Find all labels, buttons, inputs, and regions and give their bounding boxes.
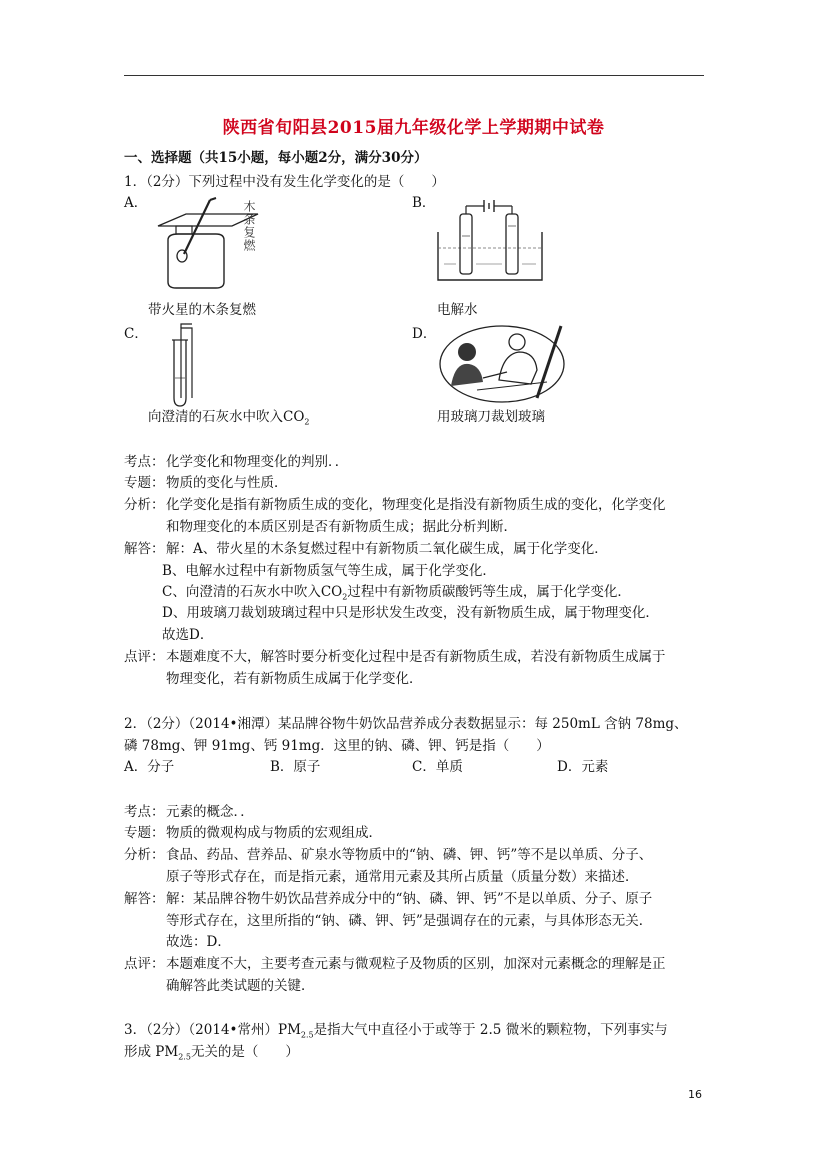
q1-fenxi-line2: 和物理变化的本质区别是否有新物质生成；据此分析判断． bbox=[166, 519, 517, 535]
q1-option-d: D． bbox=[412, 326, 437, 342]
q2-kaodian: 考点： 元素的概念．． bbox=[124, 804, 254, 820]
q2-option-b: B．原子 bbox=[270, 759, 321, 775]
page-number: 16 bbox=[688, 1088, 702, 1101]
q2-option-d: D．元素 bbox=[557, 759, 609, 775]
q2-jieda-line3: 故选：D． bbox=[166, 934, 231, 950]
q3-stem-line2: 形成 $PM_{2.5}$无关的是（ ） bbox=[124, 1044, 299, 1062]
q1-jieda-line4: D、用玻璃刀裁划玻璃过程中只是形状发生改变，没有新物质生成，属于物理变化． bbox=[162, 605, 659, 621]
q1-caption-c: 向澄清的石灰水中吹入$CO_2$ bbox=[148, 409, 310, 427]
q1-caption-d: 用玻璃刀裁划玻璃 bbox=[437, 409, 545, 425]
q1-jieda: 解答： 解：A、带火星的木条复燃过程中有新物质二氧化碳生成，属于化学变化． bbox=[124, 541, 608, 557]
q1-option-b: B． bbox=[412, 195, 436, 211]
q1-stem: 1．（2分）下列过程中没有发生化学变化的是（ ） bbox=[124, 174, 445, 190]
q1-option-a: A． bbox=[124, 195, 148, 211]
q1-kaodian: 考点： 化学变化和物理变化的判别．． bbox=[124, 454, 349, 470]
q1-fenxi: 分析： 化学变化是指有新物质生成的变化，物理变化是指没有新物质生成的变化，化学变化 bbox=[124, 497, 666, 513]
q2-stem-line1: 2．（2分）（2014•湘潭）某品牌谷物牛奶饮品营养成分表数据显示：每 250mL 含钠 78mg、 bbox=[124, 716, 688, 732]
q2-fenxi: 分析： 食品、药品、营养品、矿泉水等物质中的“钠、磷、钾、钙”等不是以单质、分子、 bbox=[124, 847, 653, 863]
q2-stem-line2: 磷 78mg、钾 91mg、钙 91mg．这里的钠、磷、钾、钙是指（ ） bbox=[124, 738, 550, 754]
q2-dianping: 点评： 本题难度不大，主要考查元素与微观粒子及物质的区别，加深对元素概念的理解是正 bbox=[124, 956, 666, 972]
q1-caption-b: 电解水 bbox=[437, 302, 478, 318]
q1-dianping: 点评： 本题难度不大，解答时要分析变化过程中是否有新物质生成，若没有新物质生成属于 bbox=[124, 649, 666, 665]
header-rule bbox=[124, 75, 704, 76]
figure-glass-cutting bbox=[437, 320, 567, 406]
q2-jieda-line2: 等形式存在，这里所指的“钠、磷、钾、钙”是强调存在的元素，与具体形态无关． bbox=[166, 913, 653, 929]
q2-zhuanti: 专题： 物质的微观构成与物质的宏观组成． bbox=[124, 825, 382, 841]
q2-dianping-line2: 确解答此类试题的关键． bbox=[166, 978, 315, 994]
q1-jieda-line2: B、电解水过程中有新物质氢气等生成，属于化学变化． bbox=[162, 563, 496, 579]
q1-dianping-line2: 物理变化，若有新物质生成属于化学变化． bbox=[166, 671, 423, 687]
q1-jieda-line3: C、向澄清的石灰水中吹入$CO_2$过程中有新物质碳酸钙等生成，属于化学变化． bbox=[162, 584, 631, 602]
q2-option-c: C．单质 bbox=[412, 759, 463, 775]
q3-stem-line1: 3．（2分）（2014•常州）$PM_{2.5}$是指大气中直径小于或等于 2.5 微米的颗粒物，下列事实与 bbox=[124, 1022, 668, 1040]
q2-fenxi-line2: 原子等形式存在，而是指元素，通常用元素及其所占质量（质量分数）来描述． bbox=[166, 869, 639, 885]
q2-option-a: A．分子 bbox=[124, 759, 175, 775]
figure-limewater-tube bbox=[168, 322, 208, 408]
page-title: 陕西省旬阳县2015届九年级化学上学期期中试卷 bbox=[222, 118, 605, 138]
section-heading: 一、选择题（共15小题，每小题2分，满分30分） bbox=[124, 150, 428, 166]
q2-jieda: 解答： 解：某品牌谷物牛奶饮品营养成分中的“钠、磷、钾、钙”不是以单质、分子、原子 bbox=[124, 891, 653, 907]
q1-option-c: C． bbox=[124, 326, 148, 342]
q1-jieda-line5: 故选D． bbox=[162, 627, 214, 643]
q1-caption-a: 带火星的木条复燃 bbox=[148, 302, 256, 318]
q1-zhuanti: 专题： 物质的变化与性质． bbox=[124, 475, 288, 491]
figure-electrolysis bbox=[436, 196, 546, 288]
figure-a-label: 木条复燃 bbox=[242, 200, 256, 252]
